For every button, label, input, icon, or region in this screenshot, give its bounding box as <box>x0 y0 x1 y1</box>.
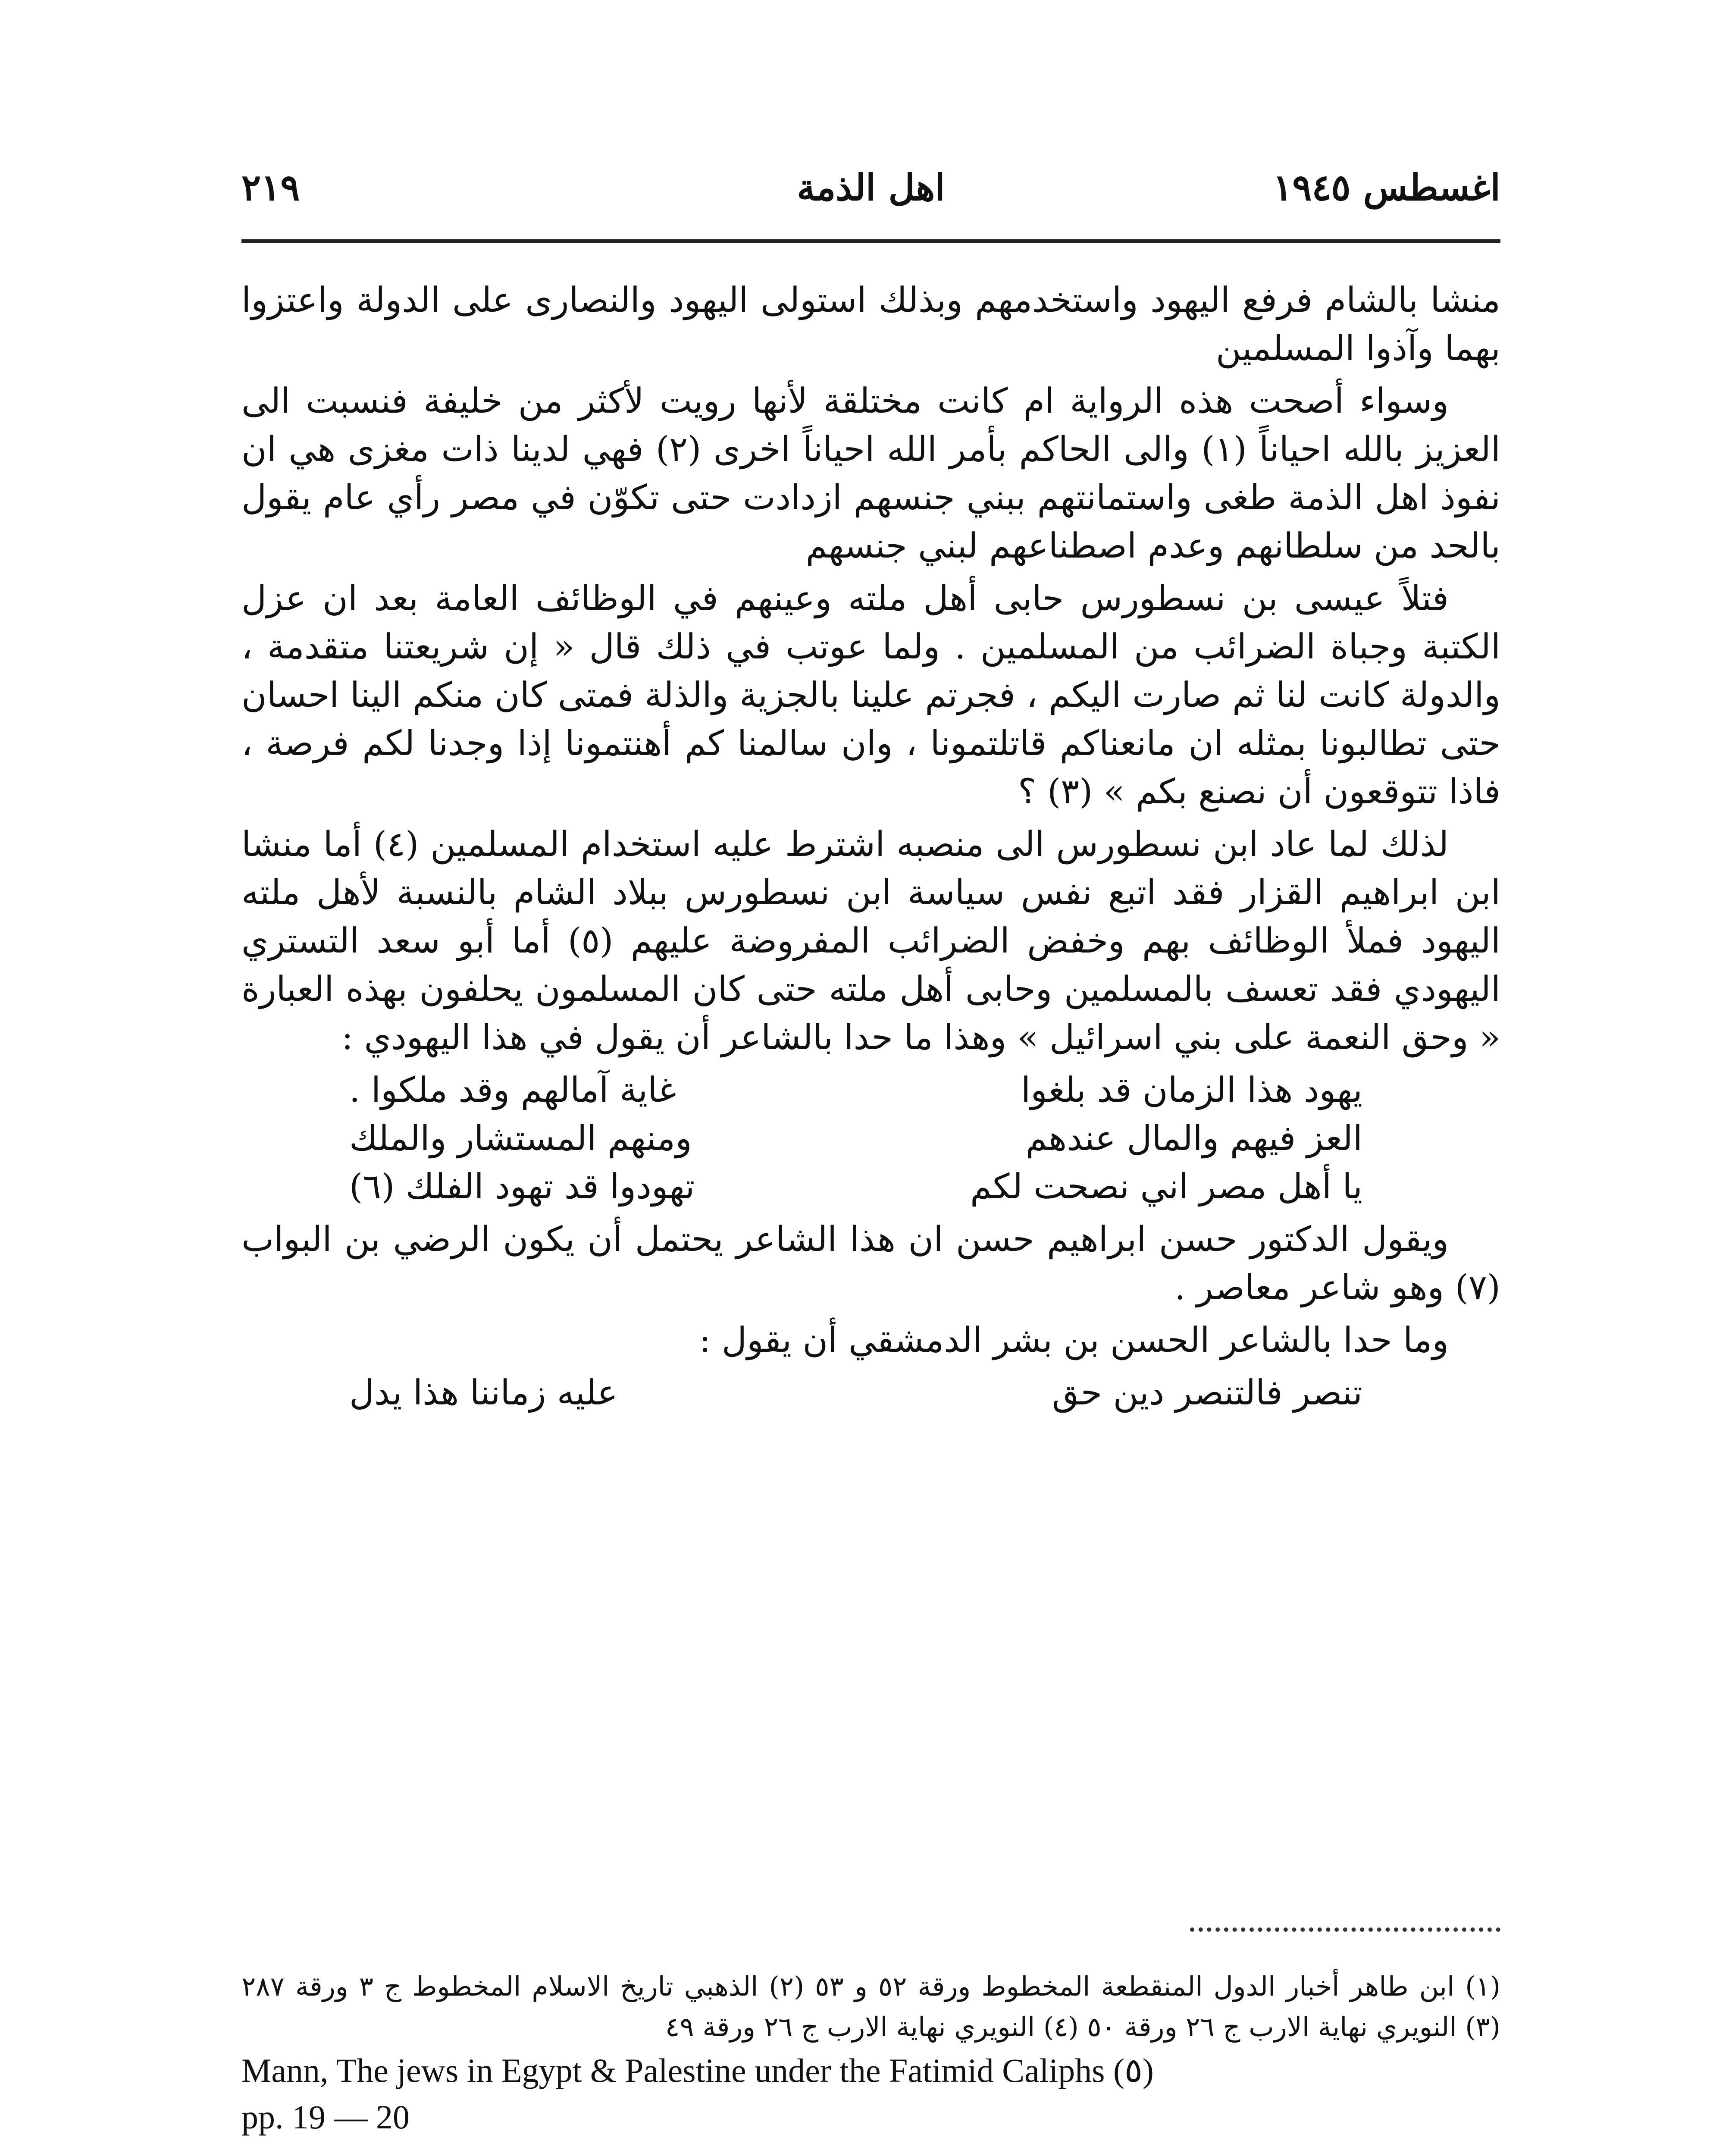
paragraph: ويقول الدكتور حسن ابراهيم حسن ان هذا الشاعر يحتمل أن يكون الرضي بن البواب (٧) وهو شاعر معاصر . <box>241 1219 1500 1307</box>
verse-hemistich: يا أهل مصر اني نصحت لكم <box>970 1166 1362 1206</box>
page-header <box>241 155 1500 220</box>
page-number: ٢١٩ <box>241 166 300 209</box>
poem-block <box>349 1066 1362 1211</box>
footnote-separator <box>1190 1927 1500 1932</box>
poem-verse <box>349 1369 1362 1417</box>
verse-hemistich: تهودوا قد تهود الفلك (٦) <box>349 1166 695 1206</box>
footnotes <box>241 1966 1500 2156</box>
paragraph: وسواء أصحت هذه الرواية ام كانت مختلقة لأنها رويت لأكثر من خليفة فنسبت الى العزيز بالله احياناً (١) والى الحاكم بأمر الله احياناً اخرى (٢) فهي لدينا ذات مغزى هي ان نفوذ اهل الذمة طغى واستمانتهم ببني جنسهم ازدادت حتى تكوّن في مصر رأي عام يقول بالحد من سلطانهم وعدم اصطناعهم لبني جنسهم <box>241 381 1501 566</box>
main-text <box>241 276 1500 1421</box>
verse-hemistich: ومنهم المستشار والملك <box>349 1118 692 1158</box>
header-rule <box>241 239 1500 243</box>
issue-date: اغسطس ١٩٤٥ <box>1273 166 1500 209</box>
footnote-line: pp. 19 — 20 <box>241 2098 410 2136</box>
poem-verse <box>349 1066 1362 1114</box>
verse-hemistich: عليه زماننا هذا يدل <box>349 1373 618 1413</box>
paragraph: وما حدا بالشاعر الحسن بن بشر الدمشقي أن يقول : <box>699 1320 1449 1360</box>
poem-verse <box>349 1114 1362 1163</box>
verse-hemistich: العز فيهم والمال عندهم <box>1025 1118 1362 1158</box>
poem-block <box>349 1369 1362 1417</box>
verse-hemistich: غاية آمالهم وقد ملكوا . <box>349 1070 676 1110</box>
verse-hemistich: تنصر فالتنصر دين حق <box>1052 1373 1362 1413</box>
paragraph: منشا بالشام فرفع اليهود واستخدمهم وبذلك استولى اليهود والنصارى على الدولة واعتزوا بهما وآذوا المسلمين <box>241 280 1500 368</box>
paragraph: فتلاً عيسى بن نسطورس حابى أهل ملته وعينهم في الوظائف العامة بعد ان عزل الكتبة وجباة الضرائب من المسلمين . ولما عوتب في ذلك قال « إن شريعتنا متقدمة ، والدولة كانت لنا ثم صارت اليكم ، فجرتم علينا بالجزية والذلة فمتى كان منكم الينا احسان حتى تطالبونا بمثله ان مانعناكم قاتلتمونا ، وان سالمنا كم أهنتمونا إذا وجدنا لكم فرصة ، فاذا تتوقعون أن نصنع بكم » (٣) ؟ <box>241 578 1500 812</box>
footnote-line: Mann, The jews in Egypt & Palestine under the Fatimid Caliphs (٥) <box>241 2052 1154 2089</box>
running-title: اهل الذمة <box>797 166 945 209</box>
poem-verse <box>349 1163 1362 1211</box>
verse-hemistich: يهود هذا الزمان قد بلغوا <box>1021 1070 1362 1110</box>
paragraph: لذلك لما عاد ابن نسطورس الى منصبه اشترط عليه استخدام المسلمين (٤) أما منشا ابن ابراهيم القزار فقد اتبع نفس سياسة ابن نسطورس ببلاد الشام بالنسبة لأهل ملته اليهود فملأ الوظائف بهم وخفض الضرائب المفروضة عليهم (٥) أما أبو سعد التستري اليهودي فقد تعسف بالمسلمين وحابى أهل ملته حتى كان المسلمون يحلفون بهذه العبارة « وحق النعمة على بني اسرائيل » وهذا ما حدا بالشاعر أن يقول في هذا اليهودي : <box>241 824 1501 1057</box>
footnote-line: (١) ابن طاهر أخبار الدول المنقطعة المخطوط ورقة ٥٢ و ٥٣ (٢) الذهبي تاريخ الاسلام المخطوط ج ٣ ورقة ٢٨٧ (٣) النويري نهاية الارب ج ٢٦ ورقة ٥٠ (٤) النويري نهاية الارب ج ٢٦ ورقة ٤٩ <box>241 1971 1501 2043</box>
